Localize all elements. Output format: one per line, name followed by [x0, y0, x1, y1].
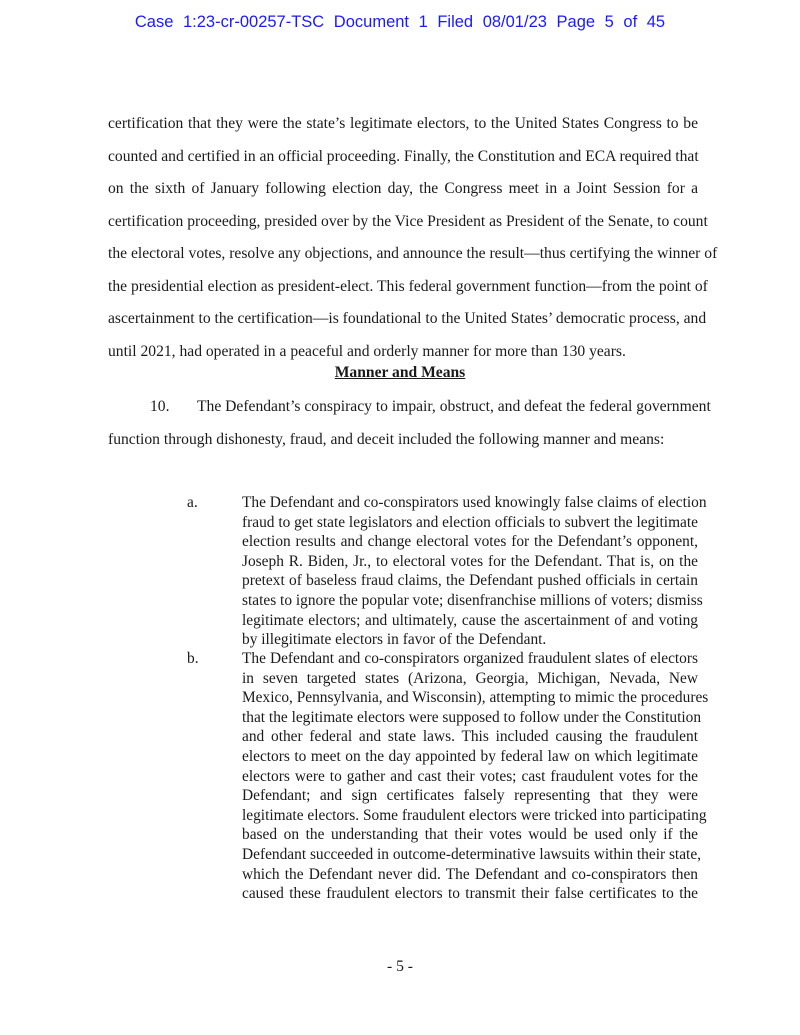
- text-line: and other federal and state laws. This included causing the fraudulent: [242, 728, 698, 746]
- text-line: until 2021, had operated in a peaceful and orderly manner for more than 130 years.: [108, 342, 626, 360]
- text-line: The Defendant and co-conspirators organized fraudulent slates of electors: [242, 650, 698, 667]
- text-line: certification proceeding, presided over by the Vice President as President of the Senate, to count: [108, 212, 708, 230]
- item-label: a.: [187, 494, 198, 511]
- text-line: which the Defendant never did. The Defendant and co-conspirators then: [242, 865, 698, 883]
- text-line: fraud to get state legislators and election officials to subvert the legitimate: [242, 513, 698, 531]
- text-line: states to ignore the popular vote; disenfranchise millions of voters; dismiss: [242, 592, 703, 609]
- text-line: by illegitimate electors in favor of the Defendant.: [242, 631, 547, 649]
- text-line: function through dishonesty, fraud, and deceit included the following manner and means:: [108, 430, 665, 448]
- text-line: pretext of baseless fraud claims, the Defendant pushed officials in certain: [242, 572, 698, 590]
- text-line: the electoral votes, resolve any objections, and announce the result—thus certifying the winner of: [108, 245, 718, 262]
- text-line: counted and certified in an official proceeding. Finally, the Constitution and ECA required that: [108, 147, 699, 165]
- page-number: - 5 -: [387, 958, 413, 975]
- text-line: certification that they were the state’s legitimate electors, to the United States Congress to be: [108, 115, 698, 132]
- text-line: caused these fraudulent electors to transmit their false certificates to the: [242, 885, 698, 903]
- case-header: Case 1:23-cr-00257-TSC Document 1 Filed 08/01/23 Page 5 of 45: [134, 13, 666, 31]
- text-line: legitimate electors; and ultimately, cause the ascertainment of and voting: [242, 611, 698, 629]
- paragraph-number: 10.: [150, 398, 170, 415]
- text-line: the presidential election as president-elect. This federal government function—from the point of: [108, 277, 708, 295]
- item-label: b.: [187, 650, 199, 667]
- text-line: ascertainment to the certification—is foundational to the United States’ democratic process, and: [108, 310, 707, 327]
- text-line: based on the understanding that their votes would be used only if the: [242, 826, 698, 844]
- text-line: Mexico, Pennsylvania, and Wisconsin), attempting to mimic the procedures: [242, 689, 709, 707]
- text-line: The Defendant and co-conspirators used knowingly false claims of election: [242, 494, 707, 511]
- text-line: election results and change electoral votes for the Defendant’s opponent,: [242, 533, 698, 551]
- text-line: in seven targeted states (Arizona, Georgia, Michigan, Nevada, New: [242, 669, 698, 687]
- text-line: Defendant; and sign certificates falsely representing that they were: [242, 787, 698, 805]
- section-heading: Manner and Means: [334, 364, 466, 381]
- text-line: that the legitimate electors were supposed to follow under the Constitution: [242, 708, 702, 726]
- text-line: The Defendant’s conspiracy to impair, obstruct, and defeat the federal government: [197, 398, 711, 415]
- text-line: legitimate electors. Some fraudulent electors were tricked into participating: [242, 806, 707, 824]
- text-line: electors to meet on the day appointed by federal law on which legitimate: [242, 748, 698, 765]
- text-line: electors were to gather and cast their votes; cast fraudulent votes for the: [242, 767, 698, 785]
- text-line: Joseph R. Biden, Jr., to electoral votes for the Defendant. That is, on the: [242, 552, 698, 570]
- text-line: Defendant succeeded in outcome-determinative lawsuits within their state,: [242, 846, 701, 863]
- text-line: on the sixth of January following election day, the Congress meet in a Joint Session for a: [108, 180, 698, 197]
